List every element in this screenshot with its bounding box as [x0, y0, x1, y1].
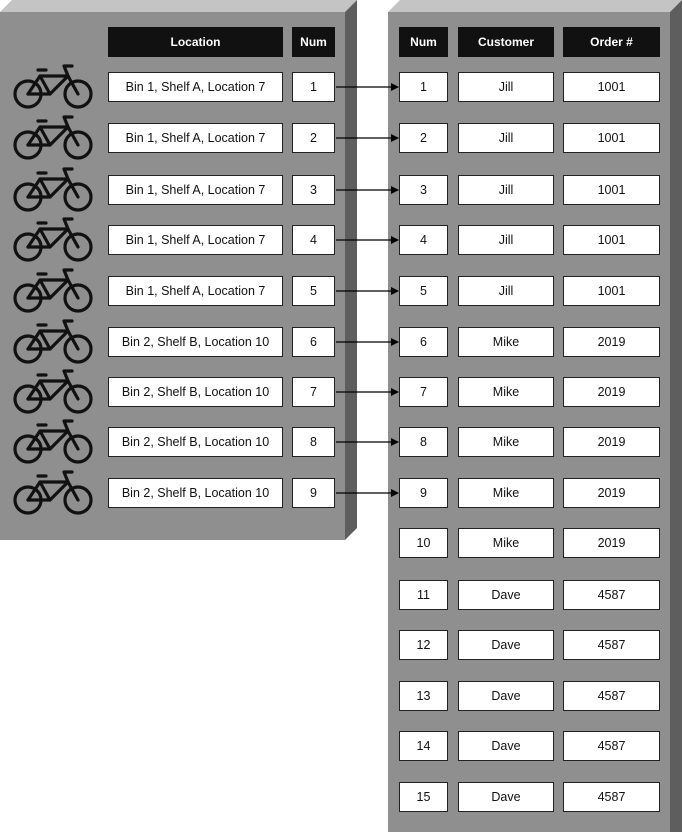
order-number-cell: 1001: [563, 225, 660, 255]
location-header: Location: [108, 27, 283, 57]
bicycle-icon: [8, 417, 98, 465]
customer-cell: Jill: [458, 276, 554, 306]
customer-cell: Mike: [458, 427, 554, 457]
bicycle-icon: [8, 468, 98, 516]
order-number-cell: 1001: [563, 123, 660, 153]
order-num-cell: 11: [399, 580, 448, 610]
inventory-num-cell: 8: [292, 427, 335, 457]
order-number-cell: 4587: [563, 731, 660, 761]
inventory-num-cell: 4: [292, 225, 335, 255]
customer-cell: Jill: [458, 175, 554, 205]
location-cell: Bin 2, Shelf B, Location 10: [108, 478, 283, 508]
inventory-num-cell: 9: [292, 478, 335, 508]
customer-cell: Jill: [458, 123, 554, 153]
customer-cell: Mike: [458, 478, 554, 508]
location-cell: Bin 1, Shelf A, Location 7: [108, 175, 283, 205]
order-number-cell: 4587: [563, 681, 660, 711]
customer-cell: Jill: [458, 225, 554, 255]
order-num-cell: 1: [399, 72, 448, 102]
bicycle-icon: [8, 317, 98, 365]
order-num-cell: 12: [399, 630, 448, 660]
order-number-cell: 2019: [563, 327, 660, 357]
inventory-panel-top: [0, 0, 357, 12]
order-num-cell: 6: [399, 327, 448, 357]
bicycle-icon: [8, 215, 98, 263]
location-cell: Bin 1, Shelf A, Location 7: [108, 225, 283, 255]
location-cell: Bin 2, Shelf B, Location 10: [108, 427, 283, 457]
customer-cell: Mike: [458, 377, 554, 407]
orders-panel-top: [388, 0, 682, 12]
order-number-cell: 1001: [563, 175, 660, 205]
inventory-num-cell: 6: [292, 327, 335, 357]
order-num-cell: 5: [399, 276, 448, 306]
location-cell: Bin 2, Shelf B, Location 10: [108, 327, 283, 357]
order-num-cell: 13: [399, 681, 448, 711]
right-num-header: Num: [399, 27, 448, 57]
customer-cell: Mike: [458, 528, 554, 558]
order-num-cell: 4: [399, 225, 448, 255]
bicycle-icon: [8, 62, 98, 110]
customer-cell: Jill: [458, 72, 554, 102]
bicycle-icon: [8, 113, 98, 161]
order-number-cell: 1001: [563, 72, 660, 102]
order-num-cell: 3: [399, 175, 448, 205]
customer-cell: Dave: [458, 782, 554, 812]
customer-cell: Dave: [458, 681, 554, 711]
location-cell: Bin 1, Shelf A, Location 7: [108, 123, 283, 153]
customer-cell: Dave: [458, 731, 554, 761]
customer-cell: Mike: [458, 327, 554, 357]
location-cell: Bin 1, Shelf A, Location 7: [108, 276, 283, 306]
order-number-cell: 4587: [563, 630, 660, 660]
order-num-cell: 10: [399, 528, 448, 558]
customer-cell: Dave: [458, 580, 554, 610]
order-number-cell: 2019: [563, 478, 660, 508]
order-number-cell: 2019: [563, 528, 660, 558]
bicycle-icon: [8, 266, 98, 314]
order-number-cell: 4587: [563, 580, 660, 610]
order-number-cell: 1001: [563, 276, 660, 306]
inventory-num-cell: 5: [292, 276, 335, 306]
bicycle-icon: [8, 165, 98, 213]
order-num-cell: 8: [399, 427, 448, 457]
customer-header: Customer: [458, 27, 554, 57]
orders-panel-side: [670, 0, 682, 832]
order-num-cell: 15: [399, 782, 448, 812]
order-number-cell: 4587: [563, 782, 660, 812]
inventory-panel-side: [345, 0, 357, 540]
customer-cell: Dave: [458, 630, 554, 660]
inventory-num-cell: 2: [292, 123, 335, 153]
order-num-cell: 2: [399, 123, 448, 153]
order-num-cell: 9: [399, 478, 448, 508]
order-number-cell: 2019: [563, 377, 660, 407]
order-header: Order #: [563, 27, 660, 57]
bicycle-icon: [8, 367, 98, 415]
inventory-num-cell: 1: [292, 72, 335, 102]
location-cell: Bin 2, Shelf B, Location 10: [108, 377, 283, 407]
left-num-header: Num: [292, 27, 335, 57]
inventory-num-cell: 3: [292, 175, 335, 205]
inventory-num-cell: 7: [292, 377, 335, 407]
location-cell: Bin 1, Shelf A, Location 7: [108, 72, 283, 102]
order-number-cell: 2019: [563, 427, 660, 457]
order-num-cell: 14: [399, 731, 448, 761]
order-num-cell: 7: [399, 377, 448, 407]
